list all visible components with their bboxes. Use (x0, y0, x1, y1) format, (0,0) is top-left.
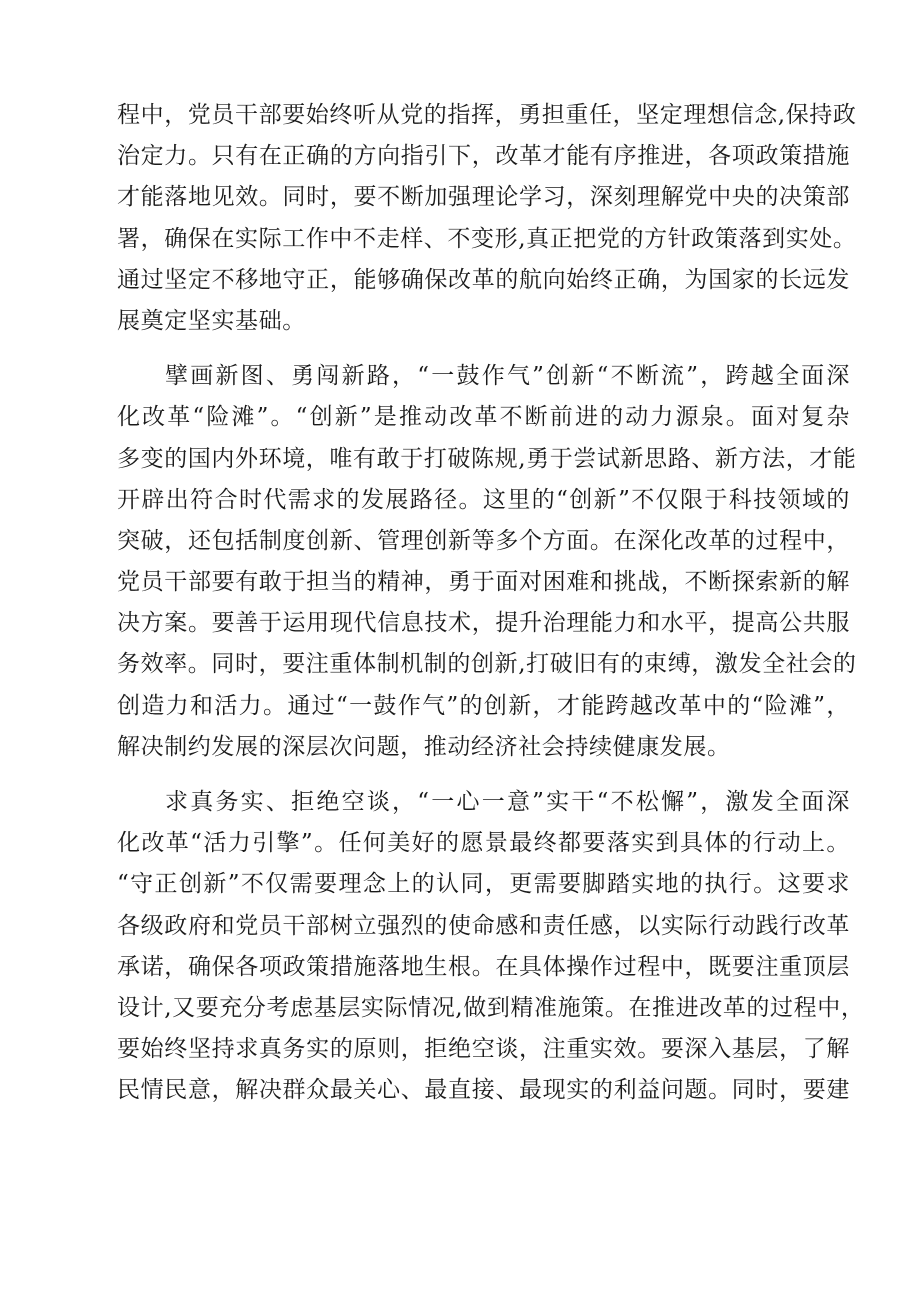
paragraph-line: 解决制约发展的深层次问题，推动经济社会持续健康发展。 (117, 733, 731, 760)
paragraph-line: 才能落地见效。同时，要不断加强理论学习，深刻理解党中央的决策部 (117, 184, 850, 211)
paragraph-line: 程中，党员干部要始终听从党的指挥，勇担重任，坚定理想信念,保持政 (117, 102, 857, 128)
paragraph-spacing (117, 768, 850, 782)
paragraph-line: 要始终坚持求真务实的原则，拒绝空谈，注重实效。要深入基层，了解 (117, 1036, 850, 1063)
paragraph-line: 通过坚定不移地守正，能够确保改革的航向始终正确，为国家的长远发 (117, 266, 850, 293)
paragraph-1 (117, 95, 857, 342)
paragraph-line: 求真务实、拒绝空谈，“一心一意”实干“不松懈”，激发全面深 (165, 789, 850, 815)
paragraph-line: 民情民意，解决群众最关心、最直接、最现实的利益问题。同时，要建 (117, 1077, 850, 1104)
paragraph-line: 展奠定坚实基础。 (117, 307, 306, 334)
paragraph-line: 擘画新图、勇闯新路，“一鼓作气”创新“不断流”，跨越全面深 (165, 363, 850, 390)
paragraph-spacing (117, 342, 850, 356)
paragraph-line: 承诺，确保各项政策措施落地生根。在具体操作过程中，既要注重顶层 (117, 953, 850, 980)
paragraph-2 (117, 356, 857, 768)
paragraph-line: 署，确保在实际工作中不走样、不变形,真正把党的方针政策落到实处。 (117, 225, 857, 252)
paragraph-line: 创造力和活力。通过“一鼓作气”的创新，才能跨越改革中的“险滩”， (117, 692, 850, 719)
paragraph-line: 各级政府和党员干部树立强烈的使命感和责任感，以实际行动践行改革 (117, 912, 850, 939)
paragraph-line: 党员干部要有敢于担当的精神，勇于面对困难和挑战，不断探索新的解 (117, 569, 850, 596)
paragraph-line: 治定力。只有在正确的方向指引下，改革才能有序推进，各项政策措施 (117, 143, 850, 170)
document-body (117, 95, 865, 1112)
paragraph-line: 突破，还包括制度创新、管理创新等多个方面。在深化改革的过程中， (117, 527, 850, 554)
paragraph-line: 化改革“险滩”。“创新”是推动改革不断前进的动力源泉。面对复杂 (117, 404, 850, 431)
paragraph-line: 化改革“活力引擎”。任何美好的愿景最终都要落实到具体的行动上。 (117, 830, 850, 857)
paragraph-line: 务效率。同时，要注重体制机制的创新,打破旧有的束缚，激发全社会的 (117, 651, 857, 678)
paragraph-line: 多变的国内外环境，唯有敢于打破陈规,勇于尝试新思路、新方法，才能 (117, 445, 857, 472)
paragraph-line: “守正创新”不仅需要理念上的认同，更需要脚踏实地的执行。这要求 (117, 871, 850, 898)
paragraph-line: 设计,又要充分考虑基层实际情况,做到精准施策。在推进改革的过程中， (117, 994, 865, 1021)
paragraph-3 (117, 782, 865, 1112)
paragraph-line: 决方案。要善于运用现代信息技术，提升治理能力和水平，提高公共服 (117, 610, 850, 637)
paragraph-line: 开辟出符合时代需求的发展路径。这里的“创新”不仅限于科技领域的 (117, 486, 850, 513)
